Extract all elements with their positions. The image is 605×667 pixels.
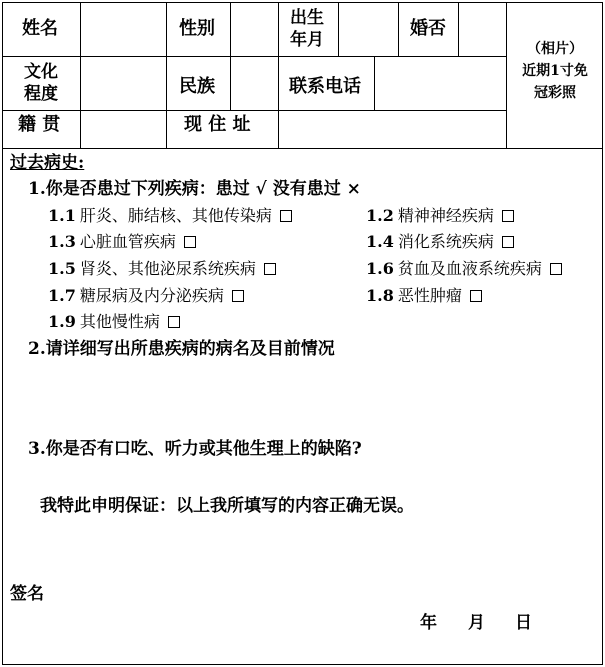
native-place-field[interactable] [82,112,164,146]
question-1: 1.你是否患过下列疾病：患过 √ 没有患过 × [28,179,361,199]
col-divider-h [458,2,459,56]
checkbox[interactable] [550,263,562,275]
ethnicity-field[interactable] [232,58,276,108]
col-divider-e [338,2,339,56]
disease-option-1-5 [48,261,276,277]
disease-option-1-7 [48,288,244,304]
photo-divider [506,2,507,148]
photo-hint-line3: 冠彩照 [534,85,576,101]
name-label: 姓名 [22,18,58,39]
col-divider-c [230,2,231,110]
photo-hint-line2: 近期1寸免 [522,63,588,79]
checkbox[interactable] [280,210,292,222]
question-2: 2.请详细写出所患疾病的病名及目前情况 [28,339,335,359]
ethnicity-label: 民族 [179,76,215,97]
signature-label: 签名 [10,584,44,604]
col-divider-b [166,2,167,148]
option-number: 1.2 [366,206,394,225]
option-number: 1.7 [48,286,76,305]
marital-field[interactable] [460,4,504,54]
header-bottom-divider [2,148,603,149]
col-divider-f [398,2,399,56]
disease-option-1-3 [48,234,196,250]
option-label: 其他慢性病 [79,312,160,331]
date-day-label: 日 [515,613,532,633]
disease-option-1-6 [366,261,562,277]
history-title: 过去病史: [10,153,85,173]
disease-option-1-2 [366,208,514,224]
marital-label: 婚否 [410,18,446,39]
checkbox[interactable] [168,316,180,328]
option-label: 肝炎、肺结核、其他传染病 [79,206,272,225]
option-number: 1.1 [48,206,76,225]
photo-hint-line1: （相片） [527,41,583,57]
gender-label: 性别 [179,18,215,39]
disease-option-1-1 [48,208,292,224]
date-year-label: 年 [420,613,437,633]
option-label: 糖尿病及内分泌疾病 [79,286,224,305]
option-label: 贫血及血液系统疾病 [397,259,542,278]
disease-option-1-4 [366,234,514,250]
option-number: 1.6 [366,259,394,278]
birth-label [290,7,324,51]
education-label [24,61,58,105]
option-label: 恶性肿瘤 [397,286,462,305]
address-label: 现 住 址 [184,114,251,135]
birth-label-line1: 出生 [290,8,324,28]
option-label: 心脏血管疾病 [79,232,176,251]
education-label-line1: 文化 [24,62,58,82]
option-number: 1.4 [366,232,394,251]
col-divider-d [278,2,279,148]
photo-placeholder [508,38,602,104]
disease-option-1-8 [366,288,482,304]
native-place-label: 籍 贯 [18,114,61,135]
checkbox[interactable] [232,290,244,302]
address-field[interactable] [280,112,504,146]
option-number: 1.3 [48,232,76,251]
option-number: 1.8 [366,286,394,305]
education-field[interactable] [82,58,164,108]
option-label: 精神神经疾病 [397,206,494,225]
question-3: 3.你是否有口吃、听力或其他生理上的缺陷? [28,439,362,459]
birth-label-line2: 年月 [290,30,324,50]
disease-option-1-9 [48,314,180,330]
name-field[interactable] [82,4,164,54]
question-2-answer-area[interactable] [28,366,588,432]
row-divider-2 [2,110,506,111]
option-number: 1.5 [48,259,76,278]
col-divider-g [374,56,375,110]
phone-field[interactable] [376,58,504,108]
birth-field[interactable] [340,4,396,54]
phone-label: 联系电话 [289,76,361,97]
signature-field[interactable] [60,580,360,610]
row-divider-1 [2,56,506,57]
education-label-line2: 程度 [24,84,58,104]
checkbox[interactable] [470,290,482,302]
option-label: 消化系统疾病 [397,232,494,251]
gender-field[interactable] [232,4,276,54]
checkbox[interactable] [184,236,196,248]
declaration-text: 我特此申明保证：以上我所填写的内容正确无误。 [40,496,414,516]
checkbox[interactable] [264,263,276,275]
date-month-label: 月 [468,613,485,633]
col-divider-a [80,2,81,148]
option-label: 肾炎、其他泌尿系统疾病 [79,259,256,278]
checkbox[interactable] [502,210,514,222]
option-number: 1.9 [48,312,76,331]
checkbox[interactable] [502,236,514,248]
